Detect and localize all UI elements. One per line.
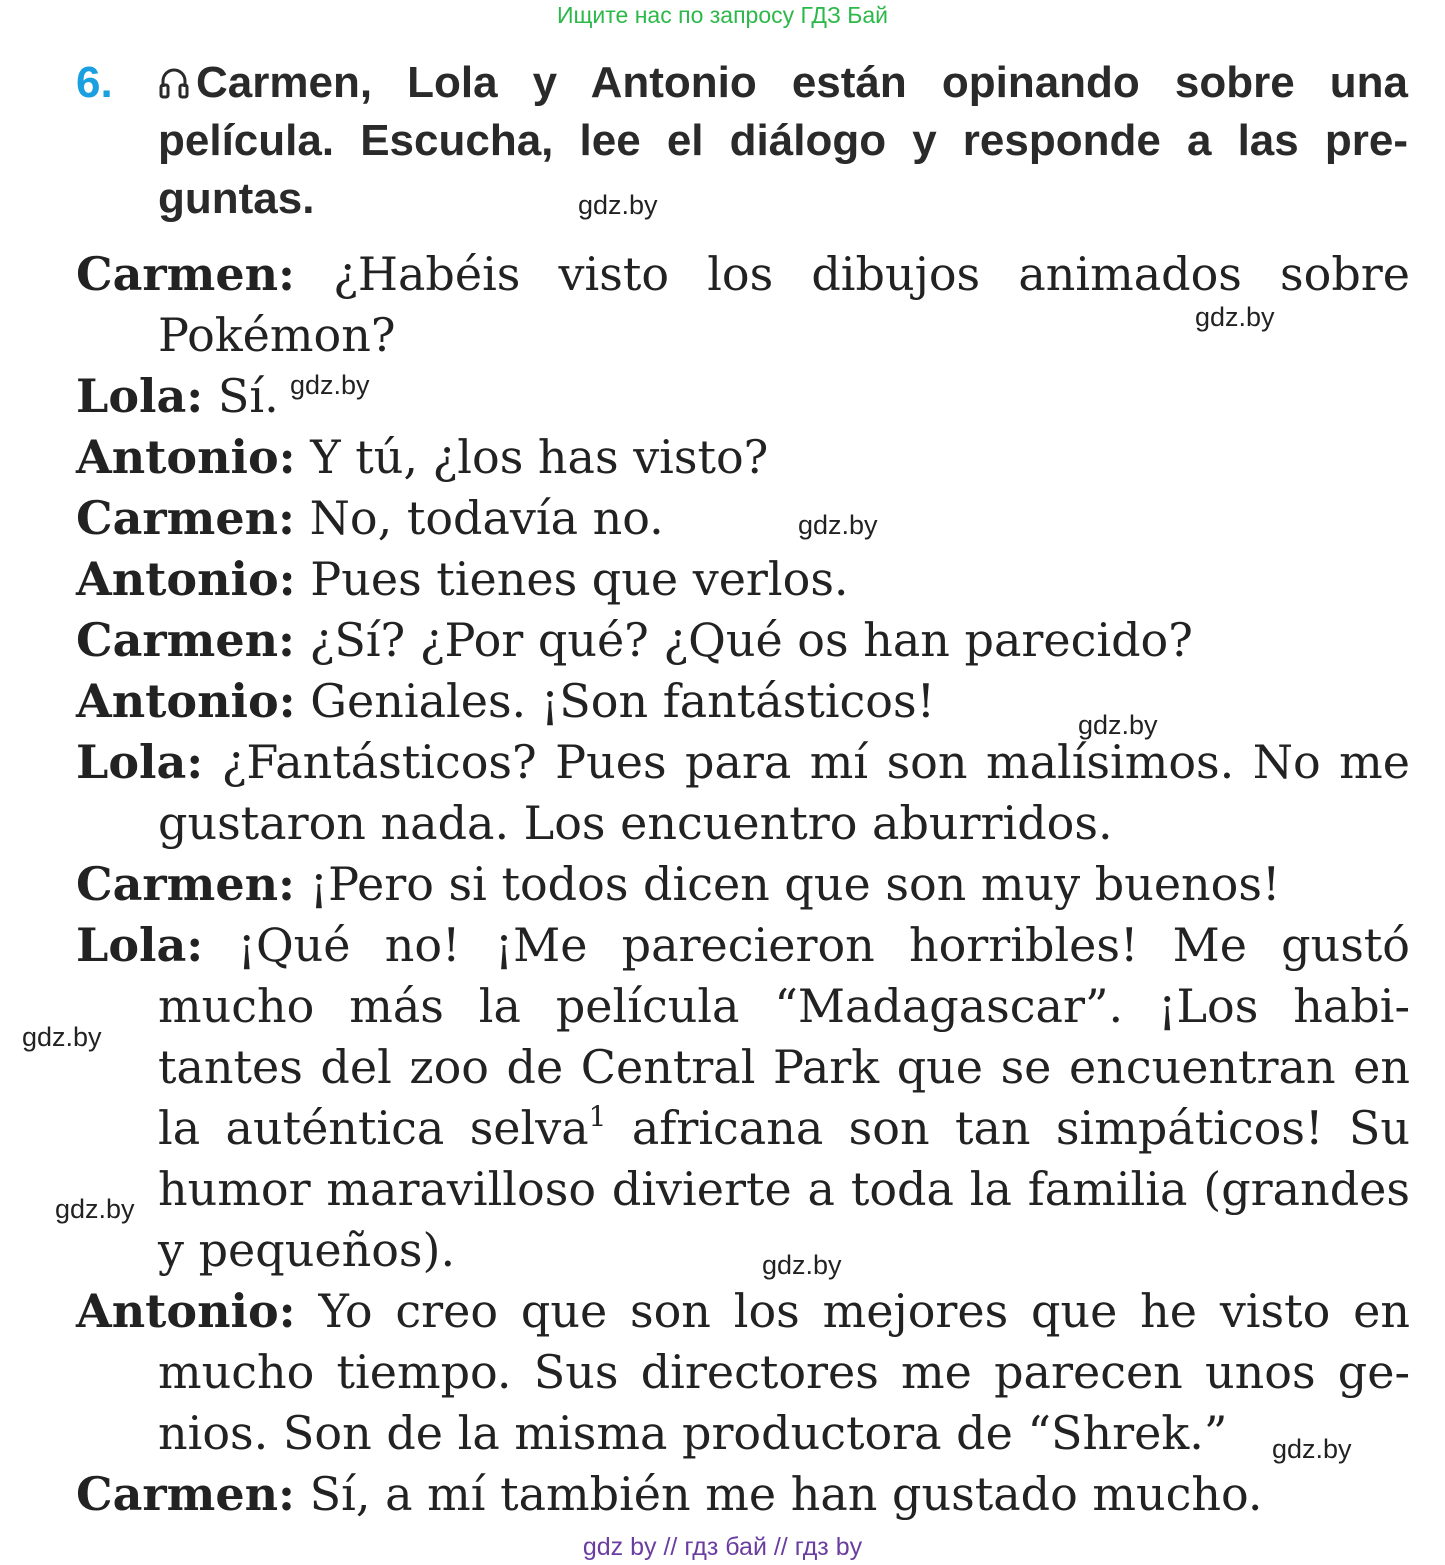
watermark: gdz.by (1195, 302, 1275, 332)
speaker: Antonio: (76, 674, 296, 728)
utterance: Sí. (203, 369, 279, 423)
dialogue-line (76, 671, 1410, 732)
dialogue-line (76, 1281, 1410, 1464)
footnote-marker: 1 (588, 1100, 607, 1133)
utterance: No, todavía no. (295, 491, 664, 545)
exercise-number: 6. (76, 58, 113, 107)
dialogue-line (76, 427, 1410, 488)
speaker: Antonio: (76, 1284, 296, 1338)
watermark: gdz.by (798, 510, 878, 540)
instruction-text: Carmen, Lola y Antonio están opinando sobre una película. Escucha, lee el diálogo y responde a las pre-guntas. (158, 58, 1408, 223)
speaker: Lola: (76, 735, 204, 789)
dialogue-line (76, 366, 1410, 427)
watermark: gdz.by (1272, 1434, 1352, 1464)
utterance: Yo creo que son los mejores que he visto en mucho tiempo. Sus directores me parecen unos ge-nios. Son de la misma productora de “Shrek.” (158, 1284, 1410, 1460)
utterance: ¡Pero si todos dicen que son muy buenos! (295, 857, 1281, 911)
speaker: Carmen: (76, 857, 296, 911)
speaker: Carmen: (76, 491, 296, 545)
utterance: Pues tienes que verlos. (295, 552, 849, 606)
dialogue-line (76, 1464, 1410, 1525)
utterance-continued: africana son tan simpáticos! Su humor maravilloso divierte a toda la familia (grandes y pequeños). (158, 1101, 1411, 1277)
watermark: gdz.by (1078, 710, 1158, 740)
dialogue-line (76, 854, 1410, 915)
top-banner: Ищите нас по запросу ГДЗ Бай (556, 2, 889, 28)
utterance: ¿Habéis visto los dibujos animados sobre Pokémon? (158, 247, 1410, 362)
watermark: gdz.by (578, 190, 658, 220)
dialogue (76, 244, 1410, 1525)
dialogue-line (76, 610, 1410, 671)
speaker: Antonio: (76, 552, 296, 606)
dialogue-line (76, 488, 1410, 549)
speaker: Carmen: (76, 1467, 296, 1521)
exercise-instruction (158, 54, 1408, 228)
speaker: Lola: (76, 918, 204, 972)
dialogue-line (76, 549, 1410, 610)
utterance: ¿Fantásticos? Pues para mí son malísimos. No me gustaron nada. Los encuentro aburridos. (158, 735, 1410, 850)
utterance: ¿Sí? ¿Por qué? ¿Qué os han parecido? (295, 613, 1193, 667)
speaker: Carmen: (76, 613, 296, 667)
footer: gdz by // гдз бай // гдз by (582, 1533, 863, 1561)
watermark: gdz.by (762, 1250, 842, 1280)
utterance: Sí, a mí también me han gustado mucho. (295, 1467, 1263, 1521)
speaker: Carmen: (76, 247, 296, 301)
watermark: gdz.by (55, 1194, 135, 1224)
utterance: Geniales. ¡Son fantásticos! (295, 674, 936, 728)
dialogue-line (76, 732, 1410, 854)
headphones-icon (158, 58, 190, 94)
utterance: ¡Qué no! ¡Me parecieron horribles! Me gustó mucho más la película “Madagascar”. ¡Los habi-tantes del zoo de Central Park que se encuentran en la auténtica selva (158, 918, 1410, 1155)
watermark: gdz.by (290, 370, 370, 400)
speaker: Lola: (76, 369, 204, 423)
speaker: Antonio: (76, 430, 296, 484)
utterance: Y tú, ¿los has visto? (295, 430, 769, 484)
dialogue-line (76, 915, 1410, 1281)
watermark: gdz.by (22, 1022, 102, 1052)
